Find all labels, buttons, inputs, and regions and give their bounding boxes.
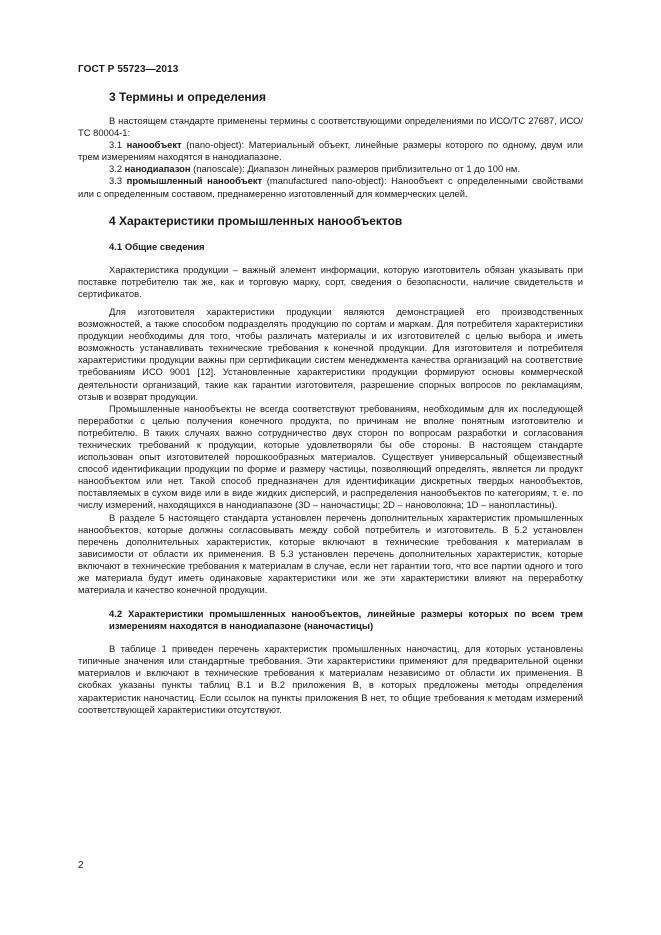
page-content	[78, 89, 583, 716]
paragraph: Промышленные нанообъекты не всегда соответствуют требованиям, необходимым для их последующей переработки с целью получения конечного продукта, по причинам не вполне понятным изготовителю и потребителю. В таких случаях важно сотрудничество двух сторон по вопросам разработки и согласования технических требований к продукции, которые удовлетворяли бы обе стороны. В настоящем стандарте использован опыт изготовителей порошкообразных материалов. Существует универсальный общеизвестный способ идентификации продукции по форме и размеру частицы, позволяющий определять, является ли продукт нанообъектом или нет. Такой способ предназначен для идентификации дискретных твердых нанообъектов, поставляемых в сухом виде или в виде жидких дисперсий, и распределения нанообъектов по категориям, т. е. по числу измерений, находящихся в нанодиапазоне (3D – наночастицы; 2D – нановолокна; 1D – нанопластины).	[78, 402, 583, 511]
term-text: (nano-object): Материальный объект, линейные размеры которого по одному, двум или трем измерениям находятся в нанодиапазоне.	[78, 139, 583, 163]
term-text: (nanoscale): Диапазон линейных размеров приблизительно от 1 до 100 нм.	[190, 163, 520, 175]
term-definition-3-3	[78, 175, 583, 199]
paragraph: Характеристика продукции – важный элемент информации, которую изготовитель обязан указывать при поставке потребителю так же, как и торговую марку, сорт, сведения о безопасности, наличие свидетельств и сертификатов.	[78, 263, 583, 299]
term-definition-3-1	[78, 139, 583, 163]
term-text: (manufactured nano-object): Нанообъект с определенными свойствами или с определенным составом, преднамеренно изготовленный для коммерческих целей.	[78, 175, 584, 199]
term-name: нанодиапазон	[124, 163, 191, 175]
section-4-title: 4 Характеристики промышленных нанообъектов	[109, 213, 403, 228]
section-3-title: 3 Термины и определения	[109, 90, 267, 104]
document-code: ГОСТ Р 55723—2013	[78, 64, 179, 75]
subsection-4-1-title: 4.1 Общие сведения	[109, 241, 205, 253]
subsection-4-2-title: 4.2 Характеристики промышленных нанообъектов, линейные размеры которых по всем трем измерениям находятся в нанодиапазоне (наночастицы)	[109, 609, 583, 633]
page-number: 2	[78, 860, 84, 871]
paragraph: В таблице 1 приведен перечень характеристик промышленных наночастиц, для которых установлены типичные значения или стандартные требования. Эти характеристики применяют для предварительной оценки материалов и включают в технические требования к материалам независимо от области их применения. В скобках указаны пункты таблиц В.1 и В.2 приложения В, в которых предложены методы определения характеристик наночастиц. Если ссылок на пункты приложения В нет, то общие требования к методам измерений соответствующей характеристики отсутствуют.	[78, 643, 583, 715]
term-number: 3.2	[109, 163, 125, 175]
section-3-intro: В настоящем стандарте применены термины с соответствующими определениями по ИСО/ТС 27687, ИСО/ТС 80004-1:	[78, 115, 583, 139]
term-number: 3.1	[109, 139, 127, 151]
term-definition-3-2	[78, 163, 583, 175]
term-number: 3.3	[109, 175, 127, 187]
paragraph: Для изготовителя характеристики продукции являются демонстрацией его производственных возможностей, а также способом подразделять продукцию по сортам и маркам. Для потребителя характеристики продукции необходимы для того, чтобы различать материалы и их изготовителей с целью выбора и иметь возможность устанавливать технические требования к конечной продукции. Для изготовителя и потребителя характеристики продукции важны при сертификации систем менеджмента качества организаций на соответствие требованиям ИСО 9001 [12]. Установленные характеристики продукции формируют основы коммерческой деятельности организаций, такие как гарантии изготовителя, разрешение спорных вопросов по рекламациям, отзыв и возврат продукции.	[78, 305, 583, 402]
paragraph: В разделе 5 настоящего стандарта установлен перечень дополнительных характеристик промышленных нанообъектов, которые должны согласовывать между собой потребитель и изготовитель. В 5.2 установлен перечень дополнительных характеристик, которые включают в технические требования к материалам в зависимости от области их применения. В 5.3 установлен перечень дополнительных характеристик, которые включают в технические требования к материалам в случае, если нет гарантии того, что все партии одного и того же материала будут иметь одинаковые характеристики или же эти характеристики влияют на переработку материала и качество конечной продукции.	[78, 511, 583, 596]
term-name: нанообъект	[126, 139, 182, 151]
term-name: промышленный нанообъект	[126, 175, 263, 187]
